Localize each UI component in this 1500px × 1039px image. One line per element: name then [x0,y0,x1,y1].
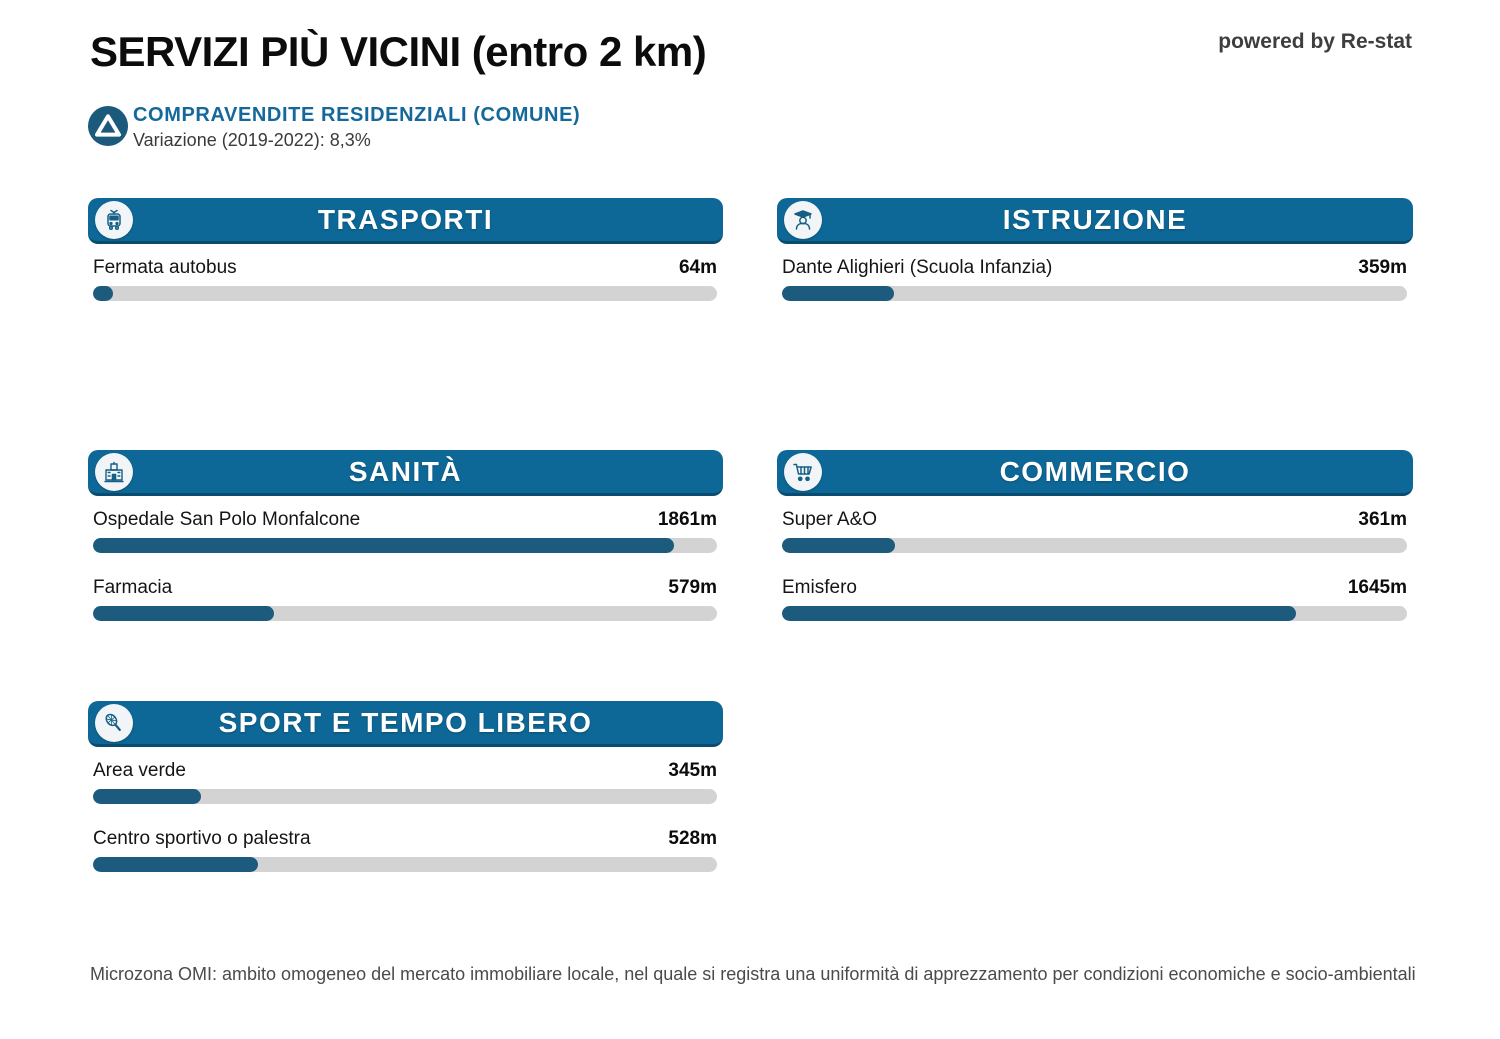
distance-value: 579m [668,577,717,598]
distance-row [782,577,1407,621]
section-title: SPORT E TEMPO LIBERO [218,706,593,738]
section-header [777,198,1413,244]
page-title: SERVIZI PIÙ VICINI (entro 2 km) [90,28,707,75]
distance-bar-fill [93,538,674,553]
racket-icon [95,704,133,742]
hospital-icon [95,453,133,491]
section-sport [88,701,723,896]
section-title: SANITÀ [348,455,463,487]
distance-row [782,257,1407,301]
graduate-icon [784,201,822,239]
legend-sublabel: Variazione (2019-2022): 8,3% [133,130,371,150]
distance-bar-track [782,606,1407,621]
distance-bar-fill [93,286,113,301]
section-title: TRASPORTI [317,203,494,235]
distance-bar-fill [93,857,258,872]
cart-icon [784,453,822,491]
legend-label: COMPRAVENDITE RESIDENZIALI (COMUNE) [133,104,581,126]
distance-row [93,577,717,621]
section-title: COMMERCIO [999,455,1191,487]
service-label: Super A&O [782,509,878,530]
distance-bar-fill [782,538,895,553]
distance-bar-track [93,538,717,553]
microzona-footnote: Microzona OMI: ambito omogeneo del mercato immobiliare locale, nel quale si registra una uniformità di apprezzamento per condizioni economiche e socio-ambientali [90,964,1416,984]
section-commercio [777,450,1413,645]
section-istruzione [777,198,1413,325]
distance-bar-fill [782,606,1296,621]
section-header [88,701,723,747]
distance-bar-fill [782,286,894,301]
distance-value: 359m [1358,257,1407,278]
distance-bar-track [93,857,717,872]
distance-row [782,509,1407,553]
section-trasporti [88,198,723,325]
section-sanita [88,450,723,645]
train-icon [95,201,133,239]
distance-row [93,828,717,872]
distance-row [93,760,717,804]
service-label: Ospedale San Polo Monfalcone [93,509,361,530]
distance-bar-track [93,789,717,804]
distance-row [93,257,717,301]
service-label: Emisfero [782,577,857,598]
service-label: Area verde [93,760,186,781]
distance-bar-track [782,286,1407,301]
distance-row [93,509,717,553]
section-title: ISTRUZIONE [1002,203,1188,235]
distance-bar-track [93,286,717,301]
powered-by-label: powered by Re-stat [1218,30,1412,53]
distance-value: 1645m [1347,577,1407,598]
distance-value: 345m [668,760,717,781]
distance-bar-fill [93,789,201,804]
service-label: Centro sportivo o palestra [93,828,311,849]
service-label: Dante Alighieri (Scuola Infanzia) [782,257,1053,278]
section-header [88,450,723,496]
section-header [88,198,723,244]
section-header [777,450,1413,496]
distance-bar-fill [93,606,274,621]
compravendite-legend [88,104,580,151]
distance-bar-track [782,538,1407,553]
distance-value: 1861m [657,509,717,530]
distance-value: 64m [678,257,717,278]
up-triangle-icon [88,106,128,146]
distance-value: 528m [668,828,717,849]
service-label: Farmacia [93,577,173,598]
distance-bar-track [93,606,717,621]
distance-value: 361m [1358,509,1407,530]
service-label: Fermata autobus [93,257,237,278]
